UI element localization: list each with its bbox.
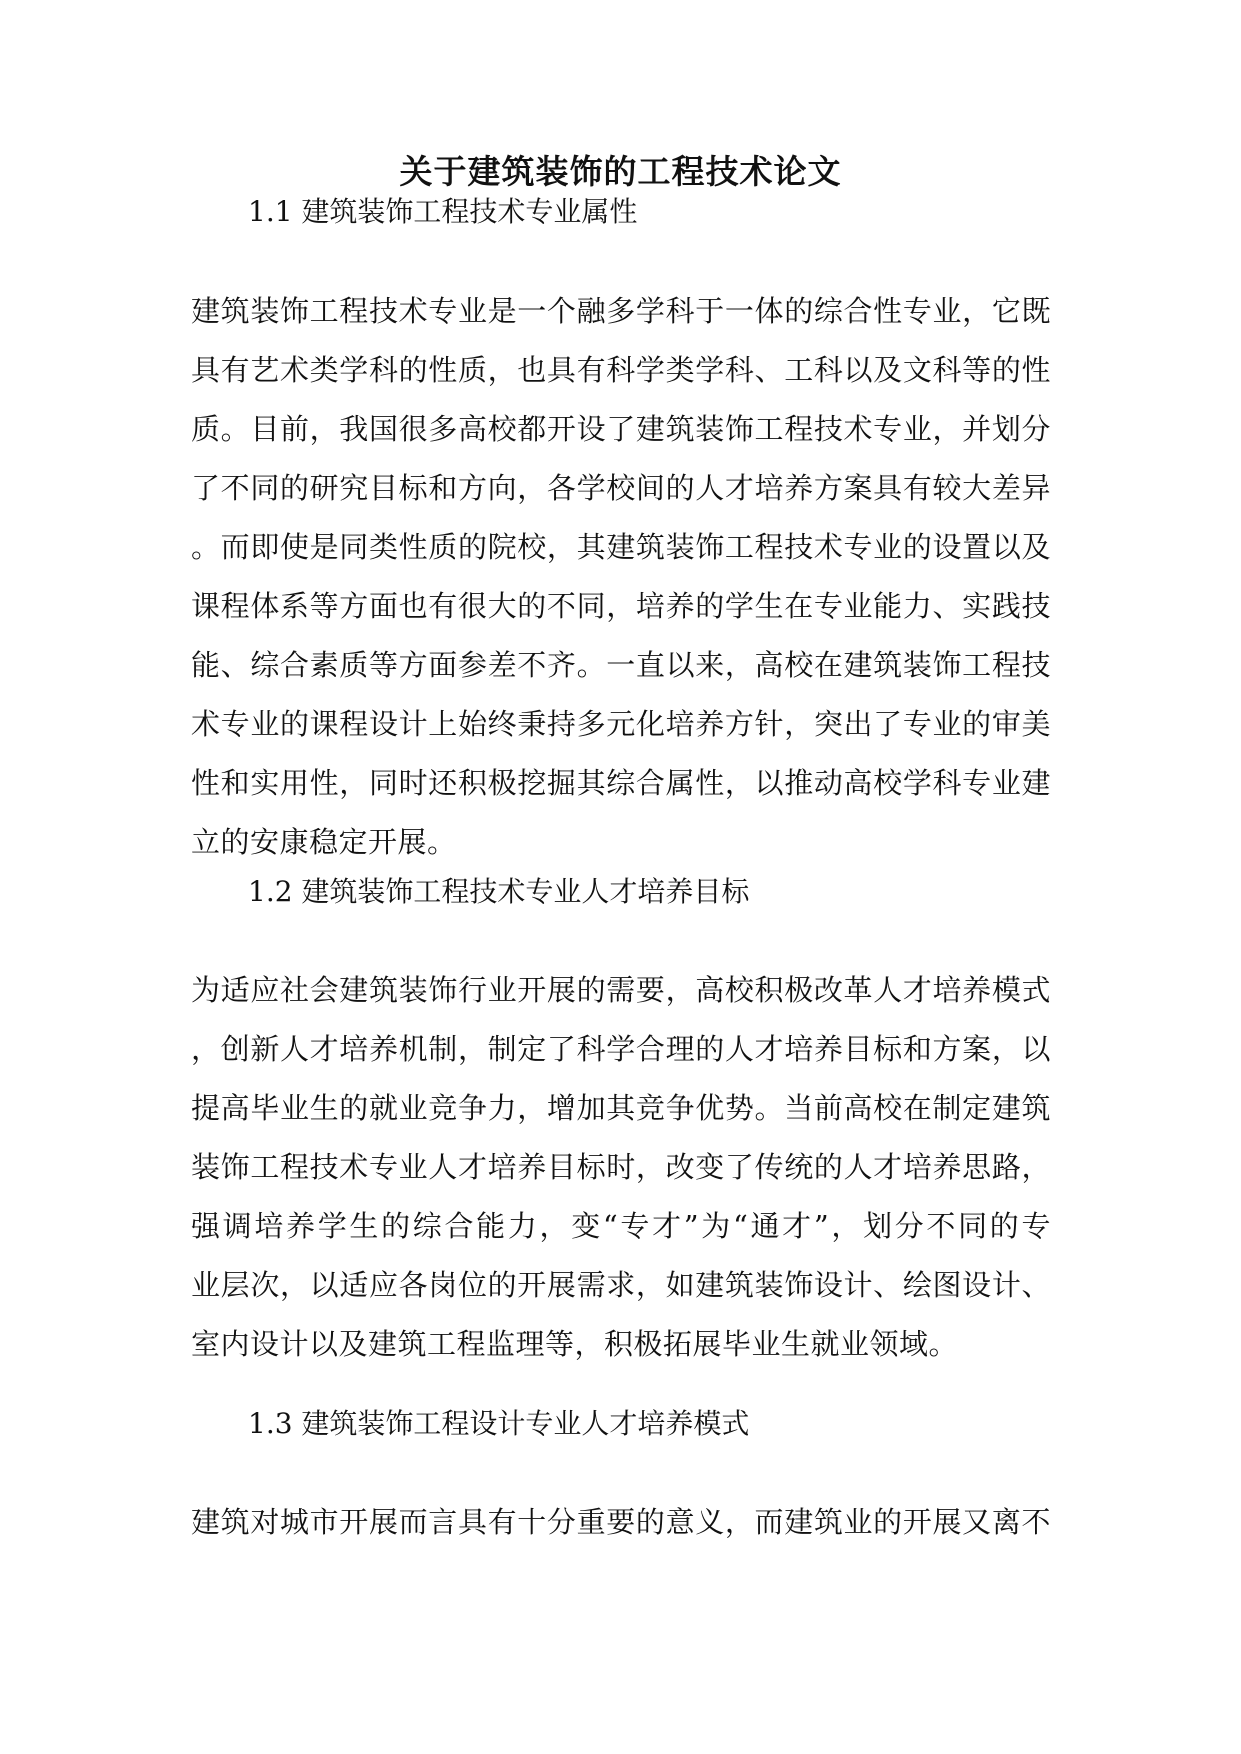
document-title: 关于建筑装饰的工程技术论文 <box>399 152 842 191</box>
paragraph-line: 室内设计以及建筑工程监理等，积极拓展毕业生就业领域。 <box>191 1327 959 1361</box>
paragraph-line: 质。目前，我国很多高校都开设了建筑装饰工程技术专业，并划分 <box>191 412 1051 446</box>
paragraph-line: 提高毕业生的就业竞争力，增加其竞争优势。当前高校在制定建筑 <box>191 1091 1051 1125</box>
paragraph-line: 建筑对城市开展而言具有十分重要的意义，而建筑业的开展又离不 <box>191 1505 1051 1539</box>
paragraph-line: 具有艺术类学科的性质，也具有科学类学科、工科以及文科等的性 <box>191 353 1051 387</box>
section-paragraph-1-1 <box>191 282 1051 872</box>
paragraph-line: 能、综合素质等方面参差不齐。一直以来，高校在建筑装饰工程技 <box>191 648 1051 682</box>
paragraph-line: 术专业的课程设计上始终秉持多元化培养方针，突出了专业的审美 <box>191 707 1051 741</box>
paragraph-line: 。而即使是同类性质的院校，其建筑装饰工程技术专业的设置以及 <box>191 530 1051 564</box>
paragraph-line: 建筑装饰工程技术专业是一个融多学科于一体的综合性专业，它既 <box>191 294 1051 328</box>
paragraph-line: 性和实用性，同时还积极挖掘其综合属性，以推动高校学科专业建 <box>191 766 1051 800</box>
section-paragraph-1-2 <box>191 961 1051 1374</box>
paragraph-line: 业层次，以适应各岗位的开展需求，如建筑装饰设计、绘图设计、 <box>191 1268 1051 1302</box>
paragraph-line: 了不同的研究目标和方向，各学校间的人才培养方案具有较大差异 <box>191 471 1051 505</box>
paragraph-line: 课程体系等方面也有很大的不同，培养的学生在专业能力、实践技 <box>191 589 1051 623</box>
section-heading-1-3: 1.3 建筑装饰工程设计专业人才培养模式 <box>248 1407 750 1440</box>
paragraph-line: ，创新人才培养机制，制定了科学合理的人才培养目标和方案，以 <box>191 1032 1051 1066</box>
section-heading-1-2: 1.2 建筑装饰工程技术专业人才培养目标 <box>248 875 750 908</box>
paragraph-line: 装饰工程技术专业人才培养目标时，改变了传统的人才培养思路， <box>191 1150 1051 1184</box>
section-heading-1-1: 1.1 建筑装饰工程技术专业属性 <box>248 195 638 228</box>
paragraph-line: 立的安康稳定开展。 <box>191 825 457 859</box>
paragraph-line: 强调培养学生的综合能力，变“专才”为“通才”，划分不同的专 <box>191 1209 1051 1243</box>
section-paragraph-1-3 <box>191 1493 1051 1552</box>
paragraph-line: 为适应社会建筑装饰行业开展的需要，高校积极改革人才培养模式 <box>191 973 1051 1007</box>
